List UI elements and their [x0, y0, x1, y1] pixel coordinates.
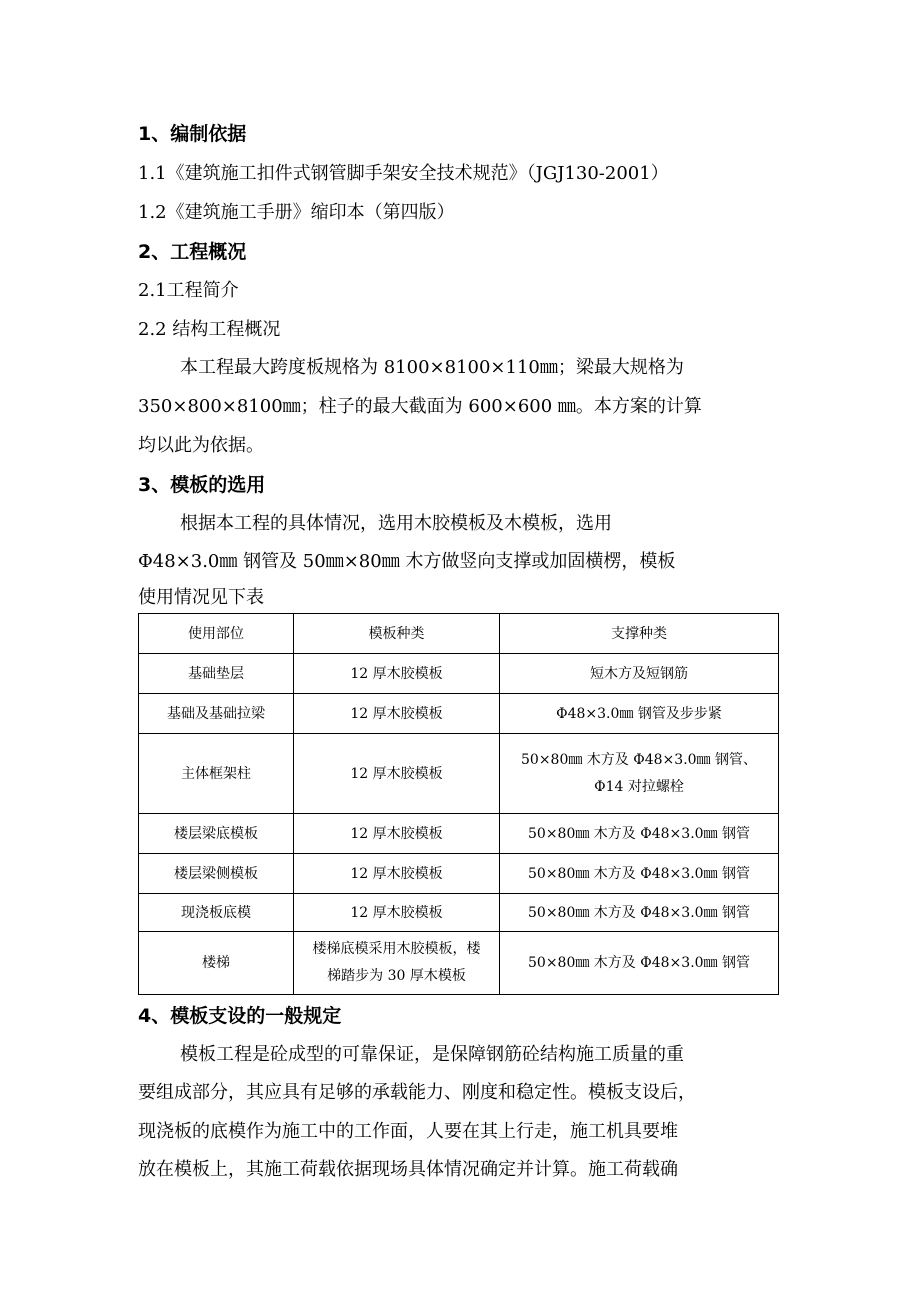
table-row [139, 734, 779, 814]
table-row [139, 894, 779, 932]
rules-paragraph-line-2: 要组成部分，其应具有足够的承载能力、刚度和稳定性。模板支设后， [138, 1082, 696, 1103]
header-cell-formwork: 模板种类 [294, 614, 500, 654]
overview-paragraph-line-3: 均以此为依据。 [138, 435, 264, 456]
cell-part: 楼梯 [139, 932, 294, 995]
cell-formwork: 12 厚木胶模板 [294, 894, 500, 932]
table-row [139, 694, 779, 734]
cell-support-line-2: Φ14 对拉螺栓 [594, 778, 684, 795]
header-cell-support: 支撑种类 [500, 614, 779, 654]
table-row [139, 814, 779, 854]
overview-paragraph-line-1: 本工程最大跨度板规格为 8100×8100×110㎜；梁最大规格为 [180, 357, 684, 378]
section-1-heading: 1、编制依据 [138, 123, 247, 145]
rules-paragraph-line-4: 放在模板上，其施工荷载依据现场具体情况确定并计算。施工荷载确 [138, 1159, 678, 1180]
cell-formwork: 12 厚木胶模板 [294, 694, 500, 734]
basis-item-1: 1.1《建筑施工扣件式钢管脚手架安全技术规范》（JGJ130-2001） [138, 163, 669, 184]
header-cell-part: 使用部位 [139, 614, 294, 654]
formwork-usage-table [138, 613, 779, 995]
selection-paragraph-line-1: 根据本工程的具体情况，选用木胶模板及木模板，选用 [180, 513, 612, 534]
rules-paragraph-line-1: 模板工程是砼成型的可靠保证，是保障钢筋砼结构施工质量的重 [180, 1044, 684, 1065]
overview-paragraph-line-2: 350×800×8100㎜；柱子的最大截面为 600×600 ㎜。本方案的计算 [138, 396, 702, 417]
section-4-heading: 4、模板支设的一般规定 [138, 1005, 342, 1027]
table-header-row [139, 614, 779, 654]
cell-formwork-line-2: 梯踏步为 30 厚木模板 [327, 968, 466, 984]
cell-part: 基础垫层 [139, 654, 294, 694]
table-row [139, 932, 779, 995]
cell-support [500, 734, 779, 814]
cell-formwork: 12 厚木胶模板 [294, 814, 500, 854]
rules-paragraph-line-3: 现浇板的底模作为施工中的工作面，人要在其上行走，施工机具要堆 [138, 1121, 678, 1142]
cell-part: 楼层梁侧模板 [139, 854, 294, 894]
cell-formwork-line-1: 楼梯底模采用木胶模板，楼 [312, 941, 481, 957]
basis-item-2: 1.2《建筑施工手册》缩印本（第四版） [138, 202, 455, 223]
overview-item-2: 2.2 结构工程概况 [138, 319, 281, 340]
cell-part: 主体框架柱 [139, 734, 294, 814]
section-2-heading: 2、工程概况 [138, 241, 247, 263]
cell-support: 50×80㎜ 木方及 Φ48×3.0㎜ 钢管 [500, 932, 779, 995]
cell-formwork: 12 厚木胶模板 [294, 654, 500, 694]
cell-part: 现浇板底模 [139, 894, 294, 932]
table-row [139, 854, 779, 894]
cell-support: 短木方及短钢筋 [500, 654, 779, 694]
cell-support: 50×80㎜ 木方及 Φ48×3.0㎜ 钢管 [500, 894, 779, 932]
cell-support: Φ48×3.0㎜ 钢管及步步紧 [500, 694, 779, 734]
cell-part: 基础及基础拉梁 [139, 694, 294, 734]
overview-item-1: 2.1工程简介 [138, 280, 239, 301]
selection-paragraph-line-2: Φ48×3.0㎜ 钢管及 50㎜×80㎜ 木方做竖向支撑或加固横楞，模板 [138, 551, 676, 572]
section-3-heading: 3、模板的选用 [138, 474, 266, 496]
table-row [139, 654, 779, 694]
selection-paragraph-line-3: 使用情况见下表 [138, 587, 264, 608]
cell-support: 50×80㎜ 木方及 Φ48×3.0㎜ 钢管 [500, 854, 779, 894]
cell-formwork [294, 932, 500, 995]
cell-support: 50×80㎜ 木方及 Φ48×3.0㎜ 钢管 [500, 814, 779, 854]
cell-part: 楼层梁底模板 [139, 814, 294, 854]
cell-support-line-1: 50×80㎜ 木方及 Φ48×3.0㎜ 钢管、 [521, 751, 757, 768]
cell-formwork: 12 厚木胶模板 [294, 854, 500, 894]
cell-formwork: 12 厚木胶模板 [294, 734, 500, 814]
